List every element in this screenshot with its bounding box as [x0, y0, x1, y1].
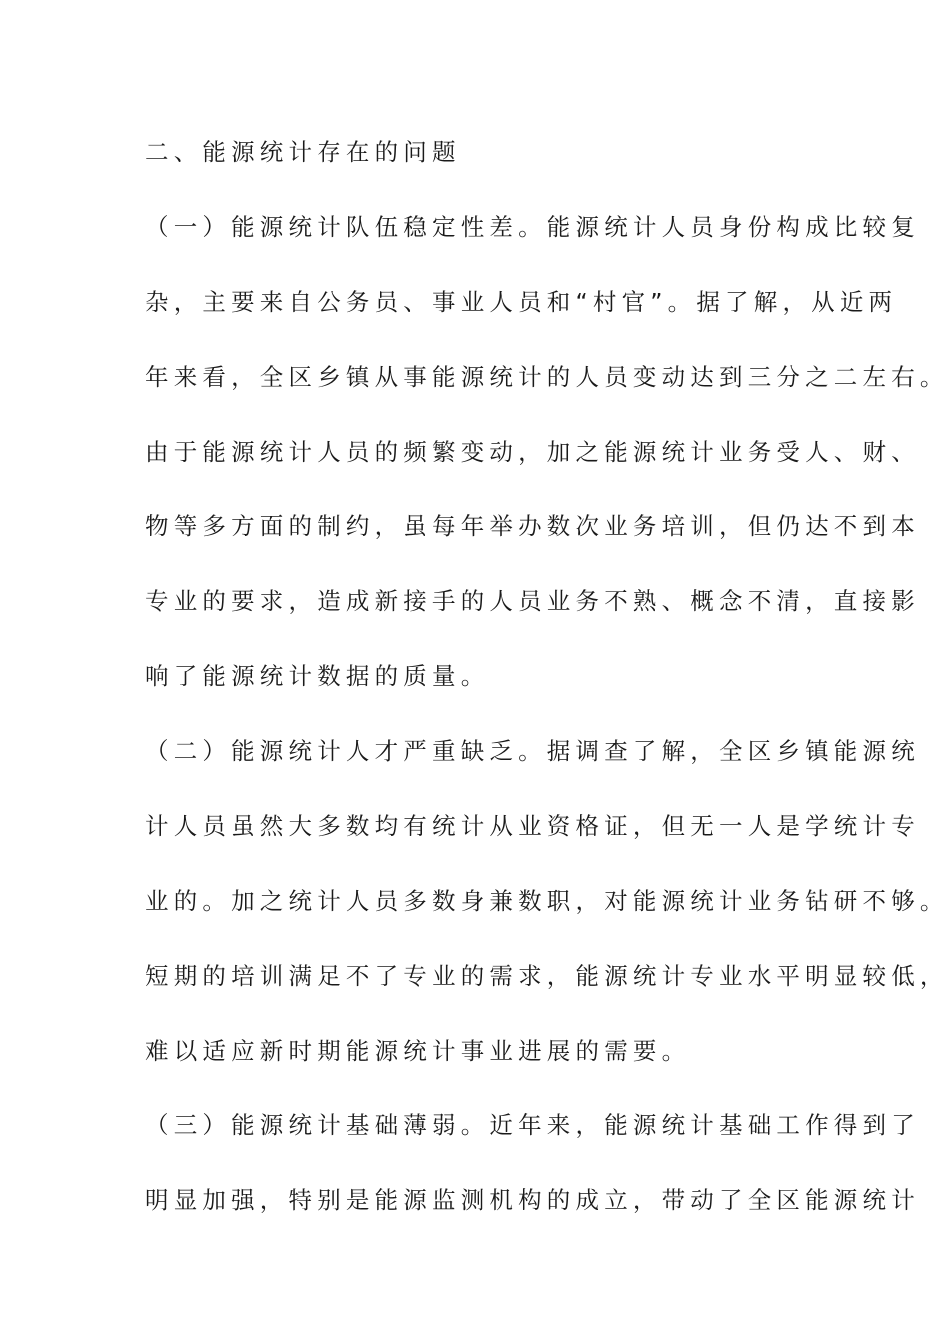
paragraph-line: 年来看，全区乡镇从事能源统计的人员变动达到三分之二左右。 [145, 363, 949, 391]
paragraph-line: 短期的培训满足不了专业的需求，能源统计专业水平明显较低， [145, 962, 949, 990]
paragraph-line: 难以适应新时期能源统计事业进展的需要。 [145, 1037, 691, 1065]
paragraph-line: （二）能源统计人才严重缺乏。据调查了解，全区乡镇能源统 [145, 737, 920, 765]
paragraph-line: 明显加强，特别是能源监测机构的成立，带动了全区能源统计 [145, 1186, 920, 1214]
paragraph-line: 专业的要求，造成新接手的人员业务不熟、概念不清，直接影 [145, 587, 920, 615]
paragraph-line: 物等多方面的制约，虽每年举办数次业务培训，但仍达不到本 [145, 512, 920, 540]
paragraph-line: 业的。加之统计人员多数身兼数职，对能源统计业务钻研不够。 [145, 887, 949, 915]
paragraph-line: 由于能源统计人员的频繁变动，加之能源统计业务受人、财、 [145, 438, 920, 466]
paragraph-line: （一）能源统计队伍稳定性差。能源统计人员身份构成比较复 [145, 213, 920, 241]
paragraph-line: （三）能源统计基础薄弱。近年来，能源统计基础工作得到了 [145, 1111, 920, 1139]
paragraph-line: 计人员虽然大多数均有统计从业资格证，但无一人是学统计专 [145, 812, 920, 840]
section-heading: 二、能源统计存在的问题 [145, 138, 461, 166]
paragraph-line: 响了能源统计数据的质量。 [145, 662, 490, 690]
paragraph-line: 杂，主要来自公务员、事业人员和“村官”。据了解，从近两 [145, 288, 898, 316]
